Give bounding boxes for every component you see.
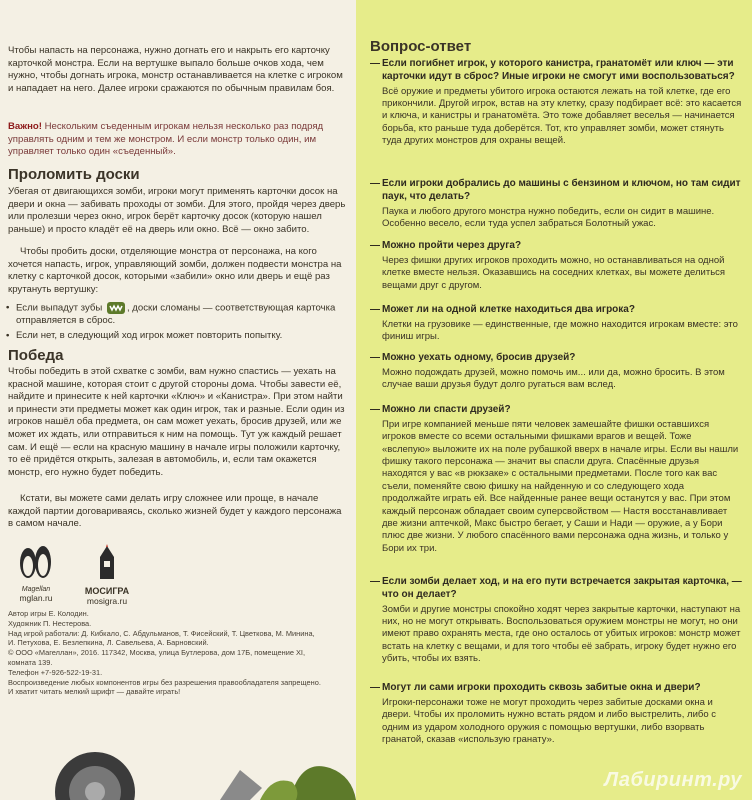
bullet-text-continued: , доски сломаны — соответствующая карточка отправляется в сброс. xyxy=(16,302,336,327)
credits-block xyxy=(8,609,348,697)
faq-item xyxy=(370,304,742,344)
faq-answer: Паука и любого другого монстра нужно победить, если он сидит в машине. Особенно весело, если туда успел забраться Болотный ужас. xyxy=(382,205,715,229)
faq-question: — Можно ли спасти друзей? xyxy=(370,404,511,415)
teeth-icon xyxy=(107,302,125,314)
faq-question: — Могут ли сами игроки проходить сквозь забитые окна и двери? xyxy=(370,682,701,693)
faq-question: — Может ли на одной клетке находиться два игрока? xyxy=(370,304,635,315)
boards-paragraph-2: Чтобы пробить доски, отделяющие монстра от персонажа, на кого хочется напасть, игрок, управляющий зомби, должен подвести монстра на клетку с карточкой досок, которыми «забили» окно или дверь и ещё раз крутануть вертушку: xyxy=(8,246,342,295)
faq-question: — Если зомби делает ход, и на его пути встречается закрытая карточка, — что он делает? xyxy=(370,576,742,600)
dash-icon: — xyxy=(370,240,380,251)
faq-column xyxy=(356,0,752,800)
credits-line: Автор игры Е. Колодин. xyxy=(8,609,89,618)
penguins-icon xyxy=(12,543,60,581)
bullet-icon: • xyxy=(6,302,10,313)
list-item xyxy=(6,330,352,343)
faq-question: — Если игроки добрались до машины с бензином и ключом, но там сидит паук, что делать? xyxy=(370,178,741,202)
decorative-illustration xyxy=(0,730,356,800)
bullet-icon: • xyxy=(6,329,10,341)
faq-answer: Можно подождать друзей, можно помочь им... или да, можно бросить. В этом случае ваши друзья будут долго ругаться вам вслед. xyxy=(382,366,725,391)
faq-item xyxy=(370,352,742,392)
credits-line: Воспроизведение любых компонентов игры без разрешения правообладателя запрещено. xyxy=(8,677,321,687)
outcome-list xyxy=(6,302,352,344)
list-item xyxy=(6,302,352,328)
warning-text: Нескольким съеденным игрокам нельзя несколько раз подряд управлять одним и тем же монстром. И если монстр только один, им управляет только один «съеденный». xyxy=(8,121,324,158)
faq-answer: Всё оружие и предметы убитого игрока остаются лежать на той клетке, где его прикончили. Другой игрок, встав на эту клетку, сразу подбирает всё: это касается и ключа, и канистры и гранатомёта. Это тоже добавляет веселья — начинается борьба, кто раньше туда доберётся. Тот, кто управляет зомби, может стянуть туда других монстров для охраны вещей. xyxy=(382,85,742,147)
credits-line: © ООО «Магеллан», 2016. 117342, Москва, улица Бутлерова, дом 17Б, помещение XI, xyxy=(8,648,306,658)
victory-paragraph-2: Кстати, вы можете сами делать игру сложнее или проще, в начале каждой партии договариваясь, сколько жизней будет у каждого персонажа в самом начале. xyxy=(8,493,342,530)
faq-title: Вопрос-ответ xyxy=(370,38,472,55)
faq-item xyxy=(370,682,742,746)
faq-answer: Зомби и другие монстры спокойно ходят через закрытые карточки, наступают на них, но не могут открывать. Воспользоваться оружием монстры не могут, но они имеют право охранять места, где оно осталось от убитых игроков: монстр может встать на клетку с вещами, и для того чтобы её забрать, игроку будет нужно его убить, чтобы их взять. xyxy=(382,603,741,665)
faq-item xyxy=(370,404,742,555)
attack-paragraph: Чтобы напасть на персонажа, нужно догнать его и накрыть его карточку карточкой монстра. Если на вертушке выпало больше очков хода, чем нужно, чтобы догнать игрока, монстр останавливается на клетке с игроком и нападает на него. Далее игроки сражаются по обычным правилам боя. xyxy=(8,45,343,94)
section-title-victory: Победа xyxy=(8,347,64,364)
credits-line: И. Петухова, Е. Безлепкина, Л. Савельева, А. Барновский. xyxy=(8,638,209,648)
magellan-brand: Magellan xyxy=(21,586,51,593)
faq-answer: Клетки на грузовике — единственные, где можно находится игрокам вместе: это финиш игры. xyxy=(382,318,738,343)
bullet-text: Если выпадут зубы xyxy=(16,302,103,314)
faq-item xyxy=(370,58,742,148)
publisher-logos xyxy=(12,543,172,605)
mosigra-url: mosigra.ru xyxy=(86,596,128,606)
warning-note xyxy=(8,121,348,159)
faq-item xyxy=(370,576,742,666)
magellan-url: mglan.ru xyxy=(19,593,53,603)
dash-icon: — xyxy=(370,576,380,587)
dash-icon: — xyxy=(370,682,380,693)
credits-line: комната 139. xyxy=(8,657,53,667)
warning-label: Важно! xyxy=(8,121,42,132)
rules-column xyxy=(0,0,356,800)
credits-line: Над игрой работали: Д. Кибкало, С. Абдульманов, Т. Фисейский, Т. Цветкова, М. Минина, xyxy=(8,628,315,638)
credits-line: Художник П. Нестерова. xyxy=(8,618,92,628)
faq-answer: Через фишки других игроков проходить можно, но останавливаться на одной клетке вместе нельзя. Оказавшись на соседних клетках, вы можете делиться вещами друг с другом. xyxy=(382,254,726,291)
dash-icon: — xyxy=(370,404,380,415)
dash-icon: — xyxy=(370,304,380,315)
faq-item xyxy=(370,178,742,230)
section-title-break-boards: Проломить доски xyxy=(8,166,140,183)
faq-answer: При игре компанией меньше пяти человек замешайте фишки оставшихся игроков вместе со всеми остальными фишками врагов и вещей. Тоже «вслепую» выложите их на поле рубашкой вверх в начале игры. Если вы нашли фишку такого персонажа — значит вы спасли друга. Спасённые друзья находятся у вас «в рюкзаке» с остальными предметами. После того как вас съели, поменяйте свою фишку на найденную и со следующего хода продолжайте играть ей. Все найденные ранее вещи останутся у вас. При этом каждый персонаж обладает своим суперсвойством — Настя восстанавливает две жизни аптечкой, Макс быстро бегает, у Саши и Нади — оружие, а у Бори плюс две жизни. У любого спасённого вами персонажа одна жизнь, и только у Бори их три. xyxy=(382,418,739,554)
mosigra-logo xyxy=(74,543,140,605)
kremlin-tower-icon xyxy=(74,543,140,581)
victory-paragraph-1: Чтобы победить в этой схватке с зомби, вам нужно спастись — уехать на красной машине, которая стоит с другой стороны дома. Чтобы завести её, найдите и принесите к ней карточки «Ключ» и «Канистра». При этом найти и принести эти предметы может как один игрок, так и разные. Если один из игроков нашёл оба предмета, он сам может уехать, бросив друзей, или же может их ждать, или отправиться к ним на помощь. Тут уж каждый решает сам. И ещё — если на красную машину в начале игры положили карточку, то её придётся открыть, залезая в автомобиль, и, если там окажется монстр, его нужно будет победить. xyxy=(8,366,345,478)
faq-question: — Можно пройти через друга? xyxy=(370,240,522,251)
watermark: Лабиринт.ру xyxy=(604,769,742,791)
boards-paragraph-1: Убегая от двигающихся зомби, игроки могут применять карточки досок на двери и окна — забивать проходы от зомби. Для этого, пройдя через дверь или пролезши через окно, игрок берёт карточку досок (которую нашел раньше) и просто кладёт её на дверь или окно. Всё — окно забито. xyxy=(8,186,346,235)
faq-question: — Если погибнет игрок, у которого канистра, гранатомёт или ключ — эти карточки идут в сброс? Иные игроки не смогут ими воспользоваться? xyxy=(370,58,735,82)
magellan-logo xyxy=(12,543,60,605)
dash-icon: — xyxy=(370,178,380,189)
faq-question: — Можно уехать одному, бросив друзей? xyxy=(370,352,576,363)
faq-item xyxy=(370,240,742,292)
dash-icon: — xyxy=(370,58,380,69)
dash-icon: — xyxy=(370,352,380,363)
mosigra-brand: МОСИГРА xyxy=(84,586,130,596)
faq-answer: Игроки-персонажи тоже не могут проходить через забитые досками окна и двери. Чтобы их проломить нужно встать рядом и либо выстрелить, либо с одним из ударом холодного оружия с помощью вертушки, либо взорвать гранатой, сказав «использую гранату». xyxy=(382,696,716,746)
bullet-text: Если нет, в следующий ход игрок может повторить попытку. xyxy=(16,329,283,341)
credits-line: И хватит читать мелкий шрифт — давайте играть! xyxy=(8,687,181,697)
credits-line: Телефон +7-926-522-19-31. xyxy=(8,667,103,677)
